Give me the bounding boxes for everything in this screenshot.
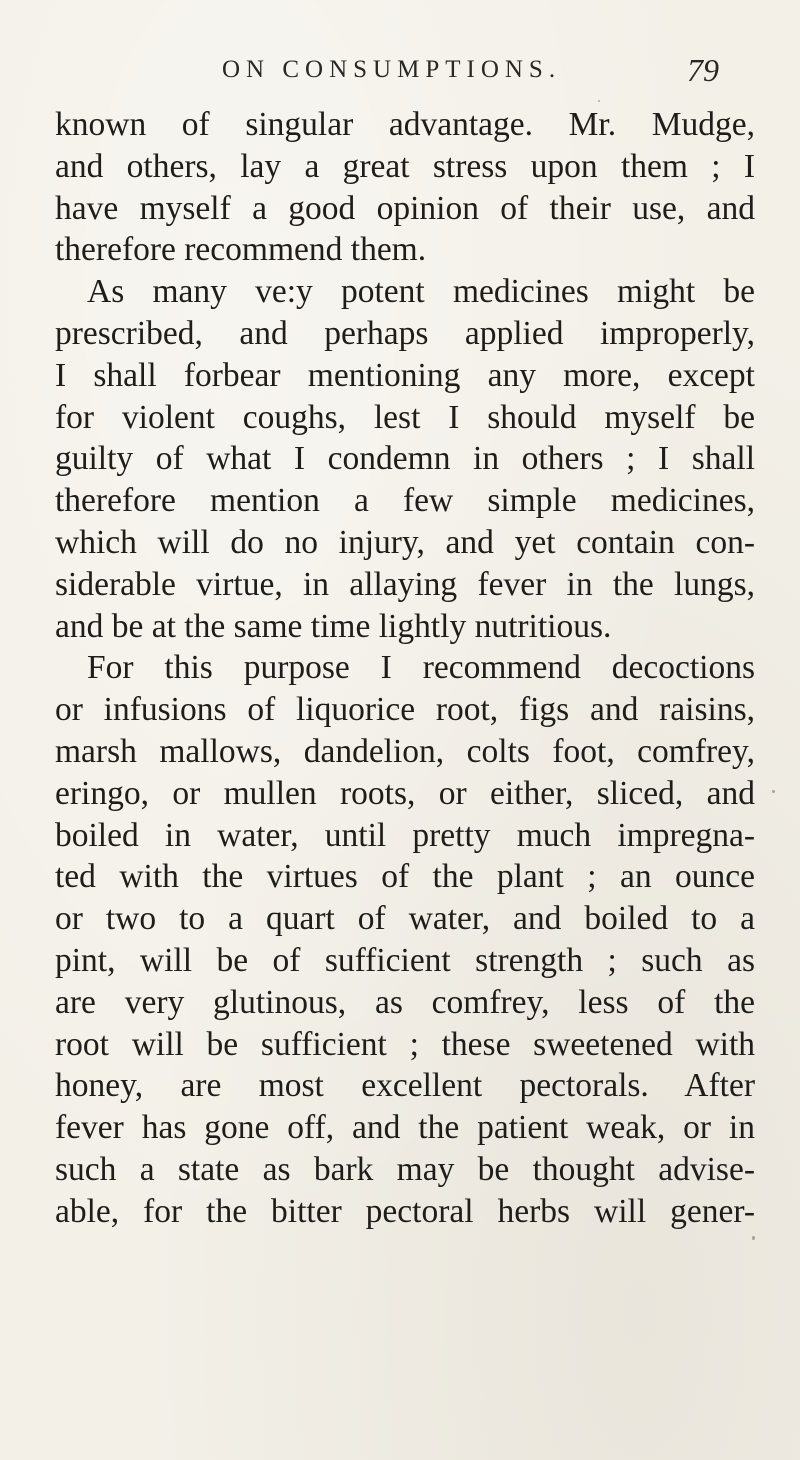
- text-line: For this purpose I recommend decoctions: [87, 649, 755, 687]
- text-line: or two to a quart of water, and boiled to a: [55, 900, 755, 938]
- text-line: root will be sufficient ; these sweetened with: [55, 1025, 755, 1063]
- text-line: honey, are most excellent pectorals. After: [55, 1067, 755, 1105]
- text-line: therefore mention a few simple medicines,: [55, 482, 755, 520]
- text-line: guilty of what I condemn in others ; I shall: [55, 440, 755, 478]
- running-head: [0, 52, 800, 96]
- text-line: and be at the same time lightly nutritious.: [55, 607, 612, 645]
- body-text: [55, 104, 755, 1233]
- text-line: or infusions of liquorice root, figs and raisins,: [55, 691, 755, 729]
- text-line: known of singular advantage. Mr. Mudge,: [55, 106, 755, 143]
- paper-speck: [752, 1236, 755, 1240]
- text-line: pint, will be of sufficient strength ; such as: [55, 941, 755, 979]
- text-line: and others, lay a great stress upon them ; I: [55, 147, 755, 185]
- text-line: As many ve:y potent medicines might be: [87, 273, 755, 311]
- text-line: therefore recommend them.: [55, 231, 427, 269]
- text-line: marsh mallows, dandelion, colts foot, comfrey,: [55, 732, 755, 770]
- text-line: boiled in water, until pretty much impregna-: [55, 816, 755, 854]
- paper-speck: [598, 100, 600, 102]
- text-line: are very glutinous, as comfrey, less of the: [55, 983, 755, 1021]
- text-line: fever has gone off, and the patient weak, or in: [55, 1109, 755, 1147]
- text-line: eringo, or mullen roots, or either, sliced, and: [55, 774, 755, 812]
- running-title: ON CONSUMPTIONS.: [222, 56, 562, 83]
- text-line: have myself a good opinion of their use, and: [55, 189, 755, 227]
- text-line: prescribed, and perhaps applied improperly,: [55, 314, 755, 352]
- text-line: ted with the virtues of the plant ; an ounce: [55, 858, 755, 896]
- text-line: for violent coughs, lest I should myself be: [55, 398, 755, 436]
- text-line: able, for the bitter pectoral herbs will gener-: [55, 1192, 755, 1230]
- text-line: siderable virtue, in allaying fever in the lungs,: [55, 565, 755, 603]
- text-line: I shall forbear mentioning any more, except: [55, 356, 755, 394]
- text-line: such a state as bark may be thought advise-: [55, 1150, 755, 1188]
- page-number: 79: [687, 52, 719, 88]
- text-line: which will do no injury, and yet contain con-: [55, 523, 755, 561]
- paper-speck: [772, 790, 775, 793]
